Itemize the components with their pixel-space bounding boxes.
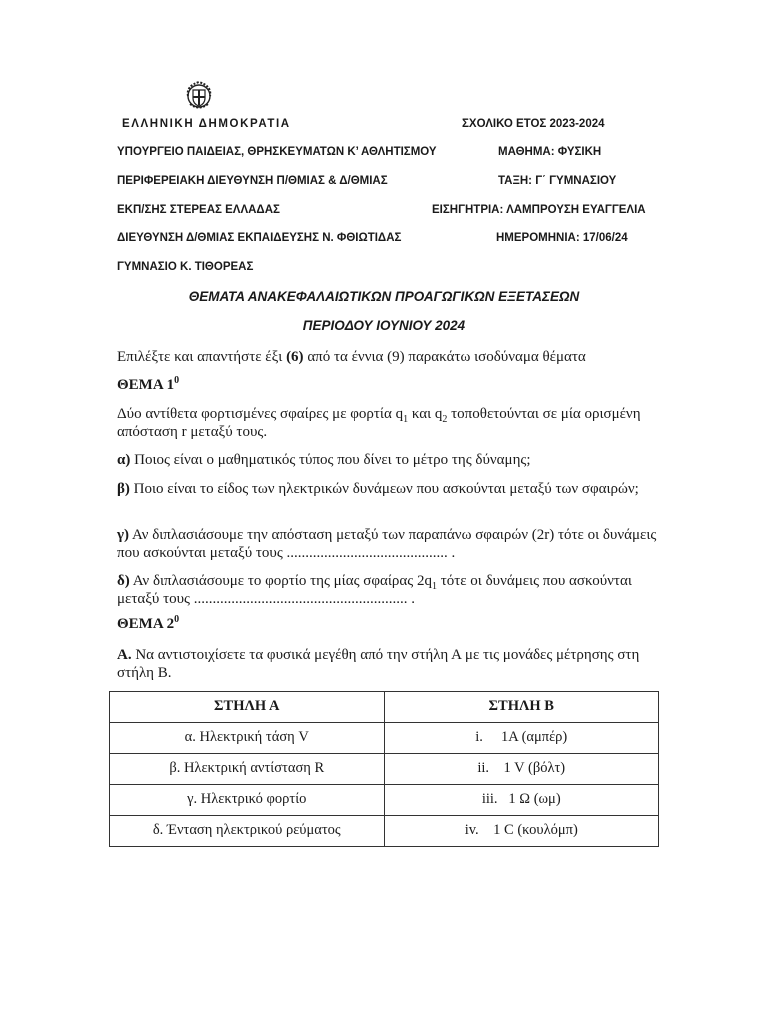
theme-1-question-a: α) Ποιος είναι ο μαθηματικός τύπος που δίνει το μέτρο της δύναμης; (117, 452, 531, 468)
theme-1-intro: Δύο αντίθετα φορτισμένες σφαίρες με φορτία $q_1$ και $q_2$ τοποθετούνται σε μία ορισμένη απόσταση r μεταξύ τους. (117, 406, 641, 440)
theme-1-question-c: γ) Αν διπλασιάσουμε την απόσταση μεταξύ των παραπάνω σφαιρών (2r) τότε οι δυνάμεις που ασκούνται μεταξύ τους ........................................... . (117, 527, 657, 561)
theme-1-question-d: δ) Αν διπλασιάσουμε το φορτίο της μίας σφαίρας $2q_1$ τότε οι δυνάμεις που ασκούνται μεταξύ τους ......................................................... . (117, 573, 632, 607)
ministry-label: ΥΠΟΥΡΓΕΙΟ ΠΑΙΔΕΙΑΣ, ΘΡΗΣΚΕΥΜΑΤΩΝ Κ’ ΑΘΛΗΤΙΣΜΟΥ (117, 146, 437, 158)
regional-label: ΠΕΡΙΦΕΡΕΙΑΚΗ ΔΙΕΥΘΥΝΣΗ Π/ΘΜΙΑΣ & Δ/ΘΜΙΑΣ (117, 175, 388, 187)
column-a-header: ΣΤΗΛΗ Α (110, 692, 385, 723)
column-b-cell: i. 1A (αμπέρ) (384, 723, 659, 754)
theme-2-heading: ΘΕΜΑ $2^0$ (117, 614, 180, 632)
school-year: ΣΧΟΛΙΚΟ ΕΤΟΣ 2023-2024 (462, 118, 605, 130)
table-row (110, 816, 659, 847)
instructions: Επιλέξτε και απαντήστε έξι (6) από τα έννια (9) παρακάτω ισοδύναμα θέματα (117, 349, 586, 365)
table-header-row (110, 692, 659, 723)
matching-table (109, 691, 659, 847)
subject-label: ΜΑΘΗΜΑ: ΦΥΣΙΚΗ (498, 146, 602, 158)
column-b-cell: ii. 1 V (βόλτ) (384, 754, 659, 785)
column-b-cell: iv. 1 C (κουλόμπ) (384, 816, 659, 847)
table-row (110, 723, 659, 754)
directorate-label: ΔΙΕΥΘΥΝΣΗ Δ/ΘΜΙΑΣ ΕΚΠΑΙΔΕΥΣΗΣ Ν. ΦΘΙΩΤΙΔΑΣ (117, 232, 402, 244)
theme-2-question-a: Α. Να αντιστοιχίσετε τα φυσικά μεγέθη από την στήλη Α με τις μονάδες μέτρησης στη στήλη Β. (117, 647, 640, 681)
table-row (110, 754, 659, 785)
theme-1-question-b: β) Ποιο είναι το είδος των ηλεκτρικών δυνάμεων που ασκούνται μεταξύ των σφαιρών; (117, 481, 639, 497)
region-label: ΕΚΠ/ΣΗΣ ΣΤΕΡΕΑΣ ΕΛΛΑΔΑΣ (117, 204, 280, 216)
republic-label: ΕΛΛΗΝΙΚΗ ΔΗΜΟΚΡΑΤΙΑ (122, 118, 291, 130)
teacher-label: ΕΙΣΗΓΗΤΡΙΑ: ΛΑΜΠΡΟΥΣΗ ΕΥΑΓΓΕΛΙΑ (432, 204, 646, 216)
exam-title: ΘΕΜΑΤΑ ΑΝΑΚΕΦΑΛΑΙΩΤΙΚΩΝ ΠΡΟΑΓΩΓΙΚΩΝ ΕΞΕΤΑΣΕΩΝ (188, 289, 580, 304)
column-a-cell: α. Ηλεκτρική τάση V (110, 723, 385, 754)
school-label: ΓΥΜΝΑΣΙΟ Κ. ΤΙΘΟΡΕΑΣ (117, 261, 254, 273)
theme-1-heading: ΘΕΜΑ $1^0$ (117, 375, 180, 393)
exam-period: ΠΕΡΙΟΔΟΥ ΙΟΥΝΙΟΥ 2024 (302, 318, 466, 333)
column-a-cell: γ. Ηλεκτρικό φορτίο (110, 785, 385, 816)
column-b-cell: iii. 1 Ω (ωμ) (384, 785, 659, 816)
greek-emblem-icon (182, 78, 216, 112)
table-row (110, 785, 659, 816)
column-a-cell: β. Ηλεκτρική αντίσταση R (110, 754, 385, 785)
column-a-cell: δ. Ένταση ηλεκτρικού ρεύματος (110, 816, 385, 847)
date-label: ΗΜΕΡΟΜΗΝΙΑ: 17/06/24 (496, 232, 628, 244)
class-label: ΤΑΞΗ: Γ΄ ΓΥΜΝΑΣΙΟΥ (498, 175, 617, 187)
column-b-header: ΣΤΗΛΗ Β (384, 692, 659, 723)
